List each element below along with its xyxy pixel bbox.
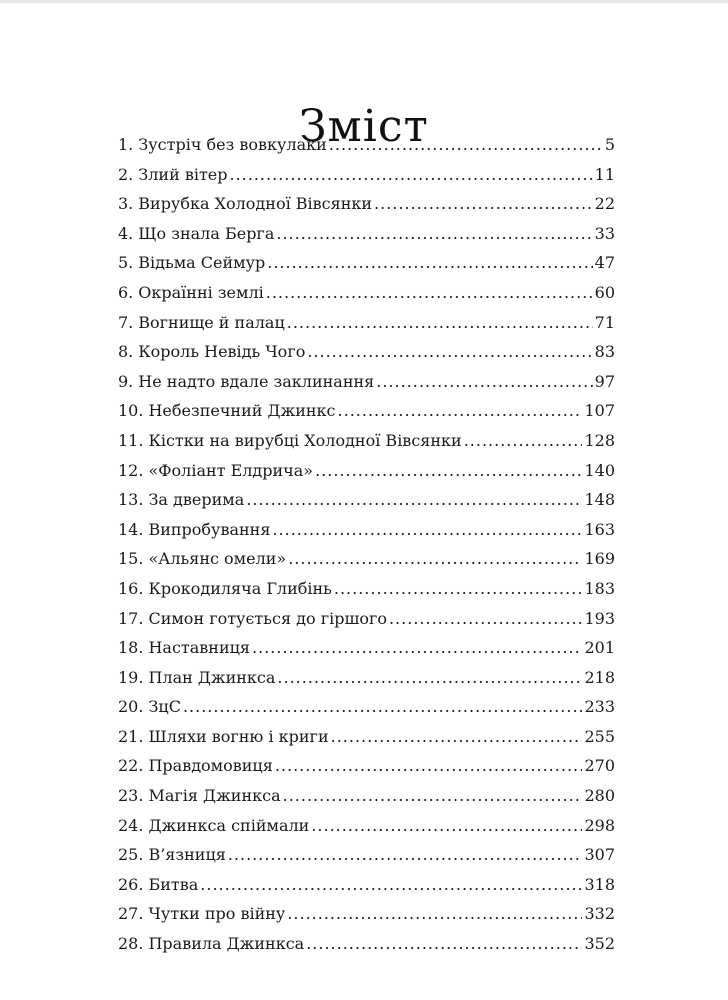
toc-entry-title: Правдомовиця: [148, 756, 273, 776]
toc-entry-number: 23.: [118, 786, 144, 806]
toc-entry-number: 24.: [118, 815, 144, 835]
toc-entry-page-number: 60: [594, 282, 615, 302]
toc-entry: [118, 929, 615, 959]
toc-entry-title: Окраїнні землі: [138, 282, 264, 302]
toc-entry-title: Злий вітер: [138, 164, 228, 184]
toc-entry-number: 6.: [118, 282, 134, 302]
toc-dot-leader: [200, 870, 582, 900]
toc-entry-page-number: 5: [604, 135, 615, 154]
toc-entry: [118, 130, 615, 160]
toc-entry: [118, 278, 615, 308]
toc-entry-title: Не надто вдале заклинання: [138, 371, 375, 391]
top-border-line: [0, 0, 728, 3]
toc-dot-leader: [329, 130, 603, 160]
toc-entry-number: 27.: [118, 904, 144, 924]
toc-entry-title: Правила Джинкса: [148, 934, 305, 954]
toc-entry-number: 8.: [118, 342, 134, 362]
toc-entry: [118, 751, 615, 781]
toc-dot-leader: [252, 633, 582, 663]
toc-entry: [118, 692, 615, 722]
toc-dot-leader: [338, 396, 583, 426]
toc-entry-number: 2.: [118, 164, 134, 184]
toc-entry: [118, 160, 615, 190]
toc-entry-page-number: 255: [584, 726, 615, 746]
toc-entry-page-number: 183: [584, 578, 615, 598]
toc-entry-page-number: 71: [594, 312, 615, 332]
toc-entry-number: 7.: [118, 312, 134, 332]
toc-dot-leader: [283, 781, 583, 811]
toc-entry-title: Вогнище й палац: [138, 312, 285, 332]
toc-dot-leader: [266, 278, 593, 308]
toc-entry: [118, 604, 615, 634]
toc-entry-title: План Джинкса: [148, 667, 276, 687]
toc-entry: [118, 308, 615, 338]
toc-entry-title: В’язниця: [148, 845, 226, 865]
toc-entry: [118, 456, 615, 486]
toc-dot-leader: [389, 604, 582, 634]
toc-dot-leader: [376, 367, 592, 397]
toc-entry-title: Вирубка Холодної Вівсянки: [138, 194, 373, 214]
toc-entry: [118, 367, 615, 397]
toc-entry-number: 3.: [118, 194, 134, 214]
toc-entry-title: ЗцС: [148, 697, 181, 717]
toc-entry-number: 17.: [118, 608, 144, 628]
toc-dot-leader: [287, 899, 582, 929]
toc-entry-title: Король Невідь Чого: [138, 342, 306, 362]
toc-entry-number: 19.: [118, 667, 144, 687]
toc-entry-number: 21.: [118, 726, 144, 746]
toc-entry: [118, 781, 615, 811]
toc-entry-title: Випробування: [148, 519, 271, 539]
toc-entry: [118, 574, 615, 604]
toc-dot-leader: [331, 722, 583, 752]
toc-dot-leader: [287, 308, 593, 338]
toc-dot-leader: [267, 248, 592, 278]
toc-dot-leader: [374, 189, 593, 219]
toc-entry: [118, 633, 615, 663]
toc-entry: [118, 219, 615, 249]
toc-entry-number: 28.: [118, 934, 144, 954]
toc-entry: [118, 248, 615, 278]
toc-entry-number: 13.: [118, 490, 144, 510]
toc-entry-number: 4.: [118, 223, 134, 243]
toc-entry-page-number: 270: [584, 756, 615, 776]
toc-entry-page-number: 280: [584, 786, 615, 806]
toc-entry-page-number: 148: [584, 490, 615, 510]
toc-entry: [118, 426, 615, 456]
toc-entry-title: «Альянс омели»: [148, 549, 287, 569]
toc-entry-page-number: 169: [584, 549, 615, 569]
toc-entry-title: Магія Джинкса: [148, 786, 281, 806]
toc-entry-number: 11.: [118, 430, 144, 450]
toc-dot-leader: [288, 544, 582, 574]
toc-dot-leader: [183, 692, 583, 722]
toc-entry-number: 25.: [118, 845, 144, 865]
toc-dot-leader: [275, 751, 583, 781]
toc-entry-number: 18.: [118, 638, 144, 658]
toc-entry-title: Що знала Берга: [138, 223, 275, 243]
toc-entry-number: 26.: [118, 874, 144, 894]
toc-entry-title: Битва: [148, 874, 199, 894]
toc-entry-title: Наставниця: [148, 638, 251, 658]
toc-dot-leader: [228, 840, 583, 870]
toc-dot-leader: [306, 929, 582, 959]
toc-entry: [118, 337, 615, 367]
toc-entry-number: 22.: [118, 756, 144, 776]
toc-entry-number: 15.: [118, 549, 144, 569]
toc-entry-page-number: 22: [594, 194, 615, 214]
toc-entry: [118, 663, 615, 693]
toc-dot-leader: [276, 219, 592, 249]
toc-entry-number: 16.: [118, 578, 144, 598]
toc-entry-page-number: 298: [584, 815, 615, 835]
toc-entry-title: Крокодиляча Глибінь: [148, 578, 332, 598]
toc-entry-page-number: 332: [584, 904, 615, 924]
toc-entry-page-number: 318: [584, 874, 615, 894]
toc-entry-page-number: 47: [594, 253, 615, 273]
toc-entry-number: 1.: [118, 135, 134, 154]
toc-entry: [118, 189, 615, 219]
toc-entry-title: Небезпечний Джинкс: [148, 401, 336, 421]
toc-entry-page-number: 33: [594, 223, 615, 243]
toc-entry: [118, 899, 615, 929]
toc-entry-title: Чутки про війну: [148, 904, 286, 924]
toc-entry-page-number: 128: [584, 430, 615, 450]
toc-entry-title: Зустріч без вовкулаки: [138, 135, 327, 154]
toc-entry-title: Шляхи вогню і криги: [148, 726, 329, 746]
toc-entry-number: 5.: [118, 253, 134, 273]
toc-entry-page-number: 107: [584, 401, 615, 421]
toc-dot-leader: [272, 515, 582, 545]
toc-entry: [118, 870, 615, 900]
toc-entry-number: 12.: [118, 460, 144, 480]
toc-entry-page-number: 233: [584, 697, 615, 717]
toc-entry: [118, 485, 615, 515]
toc-entry-page-number: 193: [584, 608, 615, 628]
toc-entry-page-number: 352: [584, 934, 615, 954]
toc-entry-page-number: 307: [584, 845, 615, 865]
toc-entry-page-number: 218: [584, 667, 615, 687]
toc-entry-page-number: 201: [584, 638, 615, 658]
toc-entry-number: 9.: [118, 371, 134, 391]
toc-entry-title: Джинкса спіймали: [148, 815, 310, 835]
toc-entry-page-number: 163: [584, 519, 615, 539]
toc-entry-title: Кістки на вирубці Холодної Вівсянки: [148, 430, 462, 450]
toc-dot-leader: [334, 574, 583, 604]
toc-entry-title: За дверима: [148, 490, 245, 510]
toc-entry: [118, 811, 615, 841]
toc-entry: [118, 840, 615, 870]
toc-dot-leader: [230, 160, 593, 190]
toc-entry-number: 14.: [118, 519, 144, 539]
toc-entry-number: 20.: [118, 697, 144, 717]
toc-dot-leader: [277, 663, 582, 693]
toc-entry-title: Відьма Сеймур: [138, 253, 266, 273]
toc-entry-page-number: 140: [584, 460, 615, 480]
toc-entry-title: Симон готується до гіршого: [148, 608, 387, 628]
toc-entry-page-number: 11: [594, 164, 615, 184]
toc-entry: [118, 515, 615, 545]
toc-entry: [118, 396, 615, 426]
toc-dot-leader: [246, 485, 582, 515]
toc-entry-page-number: 83: [594, 342, 615, 362]
page-title: Зміст: [299, 101, 429, 153]
toc-entry-page-number: 97: [594, 371, 615, 391]
table-of-contents: [118, 130, 615, 959]
toc-entry: [118, 544, 615, 574]
toc-dot-leader: [311, 811, 582, 841]
toc-entry-number: 10.: [118, 401, 144, 421]
toc-dot-leader: [464, 426, 583, 456]
toc-entry-title: «Фоліант Елдрича»: [148, 460, 314, 480]
toc-dot-leader: [307, 337, 592, 367]
toc-entry: [118, 722, 615, 752]
toc-dot-leader: [315, 456, 582, 486]
